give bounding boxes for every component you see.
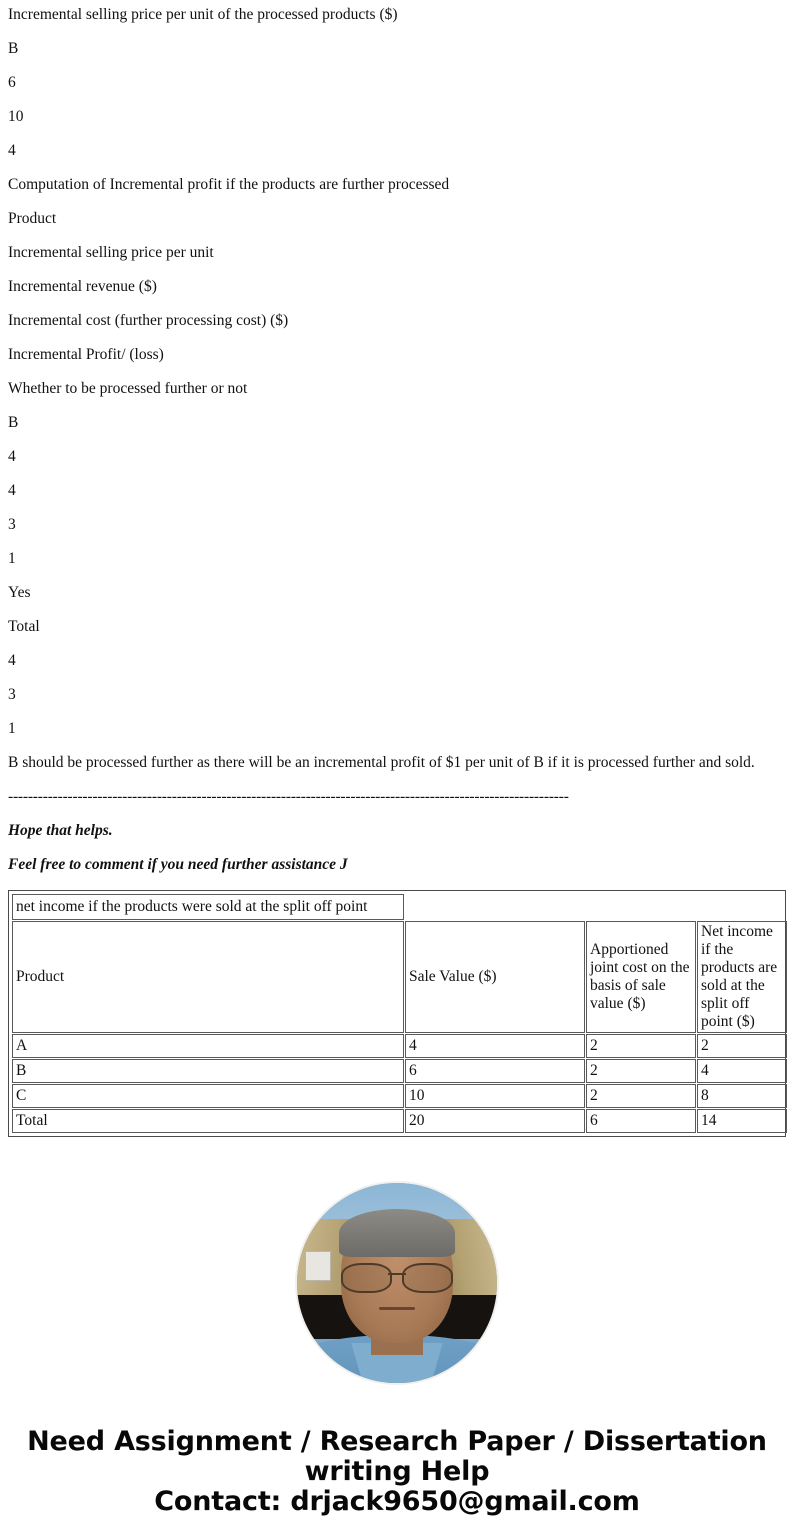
text-paragraph: 6 — [8, 74, 16, 91]
table-cell-product: C — [12, 1084, 404, 1108]
table-row — [12, 1059, 787, 1083]
text-paragraph: B — [8, 414, 19, 431]
table-row — [12, 1034, 787, 1058]
table-cell-sale-value: 10 — [405, 1084, 585, 1108]
split-off-point-table-wrapper — [8, 890, 786, 1137]
text-paragraph: Total — [8, 618, 40, 635]
table-header-row — [12, 921, 787, 1033]
table-cell-joint-cost: 2 — [586, 1084, 696, 1108]
table-caption-spacer — [405, 894, 585, 920]
promo-footer — [0, 1427, 794, 1517]
photo-glasses-bridge — [388, 1273, 406, 1275]
table-cell-product: A — [12, 1034, 404, 1058]
text-paragraph: 1 — [8, 720, 16, 737]
table-header-apportioned-joint-cost: Apportioned joint cost on the basis of sale value ($) — [586, 921, 696, 1033]
text-paragraph: 3 — [8, 686, 16, 703]
promo-line-1: Need Assignment / Research Paper / Dissertation writing Help — [27, 1426, 767, 1487]
portrait-area — [0, 1183, 794, 1383]
text-paragraph: Incremental cost (further processing cost) ($) — [8, 312, 289, 329]
text-paragraph: Incremental selling price per unit of the processed products ($) — [8, 6, 398, 23]
table-cell-net-income: 8 — [697, 1084, 787, 1108]
text-paragraph: Incremental revenue ($) — [8, 278, 157, 295]
signoff-hope: Hope that helps. — [8, 822, 113, 839]
photo-light-switch — [305, 1251, 331, 1281]
avatar — [297, 1183, 497, 1383]
text-paragraph: Product — [8, 210, 57, 227]
table-caption-cell: net income if the products were sold at the split off point — [12, 894, 404, 920]
table-row — [12, 1084, 787, 1108]
table-row — [12, 1109, 787, 1133]
table-header-net-income: Net income if the products are sold at the split off point ($) — [697, 921, 787, 1033]
text-paragraph: Computation of Incremental profit if the products are further processed — [8, 176, 450, 193]
text-paragraph: 1 — [8, 550, 16, 567]
text-paragraph: Incremental selling price per unit — [8, 244, 214, 261]
text-paragraph: 3 — [8, 516, 16, 533]
text-paragraph: B — [8, 40, 19, 57]
table-cell-sale-value: 20 — [405, 1109, 585, 1133]
photo-hair — [339, 1209, 455, 1257]
text-paragraph: 4 — [8, 142, 16, 159]
conclusion-paragraph: B should be processed further as there will be an incremental profit of $1 per unit of B if it is processed further and sold. — [8, 754, 755, 771]
table-caption-row — [12, 894, 787, 920]
dashed-divider: ----------------------------------------------------------------------------------------------------------------- — [8, 788, 569, 805]
table-cell-net-income: 4 — [697, 1059, 787, 1083]
table-header-product: Product — [12, 921, 404, 1033]
split-off-point-table — [11, 893, 788, 1134]
photo-mouth — [379, 1307, 415, 1310]
text-paragraph: 4 — [8, 448, 16, 465]
table-header-sale-value: Sale Value ($) — [405, 921, 585, 1033]
text-paragraph: 4 — [8, 482, 16, 499]
table-cell-net-income: 2 — [697, 1034, 787, 1058]
text-paragraph: Yes — [8, 584, 31, 601]
table-cell-product: B — [12, 1059, 404, 1083]
table-cell-sale-value: 6 — [405, 1059, 585, 1083]
document-body — [0, 6, 794, 874]
table-cell-net-income: 14 — [697, 1109, 787, 1133]
text-paragraph: Incremental Profit/ (loss) — [8, 346, 164, 363]
eyeglasses-icon — [341, 1263, 453, 1289]
signoff-comment: Feel free to comment if you need further assistance J — [8, 856, 348, 873]
photo-lens-left — [341, 1263, 392, 1293]
text-paragraph: Whether to be processed further or not — [8, 380, 248, 397]
table-cell-joint-cost: 2 — [586, 1034, 696, 1058]
table-cell-product: Total — [12, 1109, 404, 1133]
promo-line-2: Contact: drjack9650@gmail.com — [154, 1486, 640, 1517]
table-caption-spacer — [697, 894, 787, 920]
text-paragraph: 10 — [8, 108, 24, 125]
table-cell-joint-cost: 6 — [586, 1109, 696, 1133]
photo-lens-right — [402, 1263, 453, 1293]
table-caption-spacer — [586, 894, 696, 920]
text-paragraph: 4 — [8, 652, 16, 669]
table-cell-sale-value: 4 — [405, 1034, 585, 1058]
table-cell-joint-cost: 2 — [586, 1059, 696, 1083]
